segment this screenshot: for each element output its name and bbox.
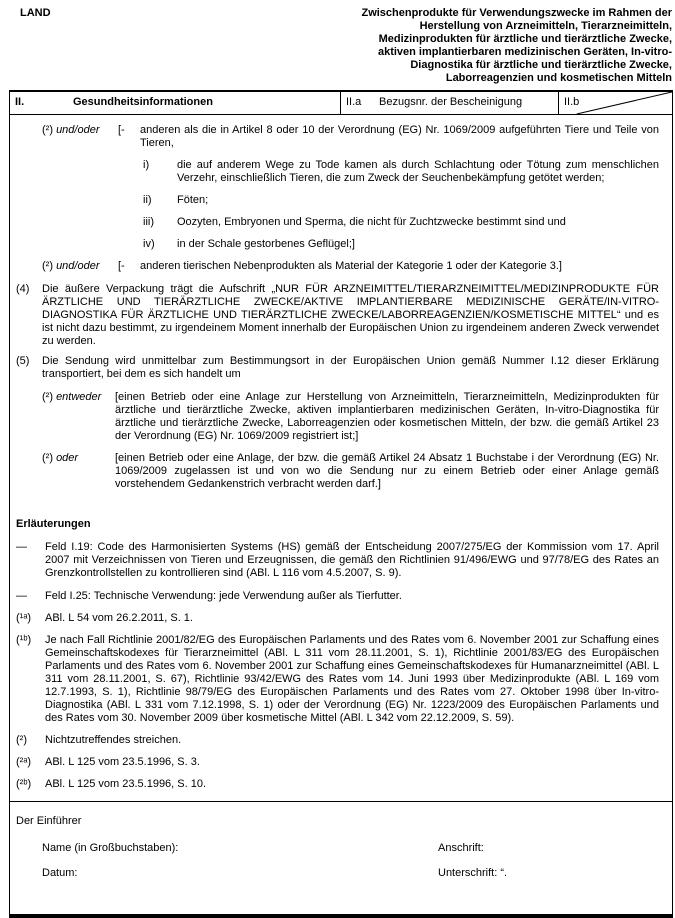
field-iia-cell [340, 92, 558, 114]
dash-marker: — [16, 541, 27, 553]
title-line: Herstellung von Arzneimitteln, Tierarzneimitteln, [419, 20, 672, 32]
footnote-1b [16, 634, 659, 725]
field-iia-label: Bezugsnr. der Bescheinigung [379, 96, 523, 108]
clause-entweder [42, 391, 659, 443]
bracket-dash: [- [118, 124, 125, 136]
paragraph-5 [16, 355, 659, 381]
paragraph-number: (5) [16, 355, 30, 367]
notes-heading: Erläuterungen [16, 518, 91, 530]
name-label: Name (in Großbuchstaben): [42, 842, 179, 854]
footer-divider [10, 801, 672, 802]
paragraph-4 [16, 283, 659, 348]
footnote-text: ABl. L 125 vom 23.5.1996, S. 10. [45, 778, 207, 790]
date-label: Datum: [42, 867, 78, 879]
clause-oder [42, 452, 659, 491]
clause-marker [42, 452, 115, 491]
field-iia-number: II.a [346, 96, 362, 108]
footnote-text: Nichtzutreffendes streichen. [45, 734, 182, 746]
clause-connector: und/oder [56, 124, 100, 136]
clause-connector: und/oder [56, 260, 100, 272]
clause-connector: oder [56, 452, 79, 464]
clause-marker [42, 391, 115, 443]
section-ii-cell [10, 92, 340, 114]
note-text: Feld I.19: Code des Harmonisierten Systems (HS) gemäß der Entscheidung 2007/275/EG der Kommission vom 17. April 2007 mit Verzeichnissen von Tieren und Erzeugnissen, die gemäß den Richtlinien 91/496/EWG und 97/78/EG des Rates an Grenzkontrollstellen zu kontrollieren sind (ABl. L 116 vom 4.5.2007, S. 9). [45, 541, 659, 579]
note-field-i19 [16, 541, 659, 580]
certificate-frame [9, 90, 673, 918]
list-item-text: Föten; [177, 194, 209, 206]
importer-name-row [42, 842, 659, 855]
title-line: Medizinprodukten für ärztliche und tierärztliche Zwecke, [378, 33, 672, 45]
footnote-ref: (²) [42, 260, 53, 272]
footnote-2 [16, 734, 659, 747]
clause-text: [einen Betrieb oder eine Anlage, der bzw. die gemäß Artikel 24 Absatz 1 Buchstabe i der Verordnung (EG) Nr. 1069/2009 zugelassen ist und von wo die Sendung nur zu einem Betrieb oder einer Anlage gemäß vorstehendem Gedankenstrich verbracht werden darf.] [115, 452, 659, 490]
list-numeral: ii) [143, 194, 152, 206]
list-item-iii [143, 216, 659, 229]
importer-date-row [42, 867, 659, 880]
paragraph-number: (4) [16, 283, 30, 295]
clause-marker [42, 124, 118, 150]
address-label: Anschrift: [438, 842, 484, 854]
title-line: Laborreagenzien und kosmetischen Mitteln [445, 72, 672, 84]
clause-text: anderen als die in Artikel 8 oder 10 der Verordnung (EG) Nr. 1069/2009 aufgeführten Tiere und Teile von Tieren, [140, 124, 659, 149]
section-header-row [10, 90, 672, 115]
list-numeral: iv) [143, 238, 155, 250]
list-item-ii [143, 194, 659, 207]
country-label: LAND [20, 7, 51, 19]
importer-heading: Der Einführer [16, 815, 82, 827]
footnote-2a [16, 756, 659, 769]
note-field-i25 [16, 590, 659, 603]
footnote-ref: (²) [42, 124, 53, 136]
signature-label: Unterschrift: “. [438, 867, 508, 879]
paragraph-text: Die äußere Verpackung trägt die Aufschrift „NUR FÜR ARZNEIMITTEL/TIERARZNEIMITTEL/MEDIZINPRODUKTE FÜR ÄRZTLICHE UND TIERÄRZTLICHE ZWECKE/AKTIVE IMPLANTIERBARE MEDIZINISCHE GERÄTE/IN-VITRO-DIAGNOSTIKA FÜR ÄRZTLICHE UND TIERÄRZTLICHE ZWECKE/LABORREAGENZIEN/KOSMETISCHE MITTEL“ und es ist nicht dazu bestimmt, zu irgendeinem Moment innerhalb der Europäischen Union zu irgendeinem anderen Zweck verwendet zu werden. [42, 283, 659, 347]
clause-andor-1 [42, 124, 659, 150]
clause-text: anderen tierischen Nebenprodukten als Material der Kategorie 1 oder der Kategorie 3.] [140, 260, 562, 272]
certificate-body [10, 115, 672, 914]
footnote-marker: (¹ᵇ) [16, 634, 32, 646]
list-item-iv [143, 238, 659, 251]
field-iib-cell [558, 92, 672, 114]
footnote-marker: (²ᵃ) [16, 756, 32, 768]
paragraph-text: Die Sendung wird unmittelbar zum Bestimmungsort in der Europäischen Union gemäß Nummer I.12 dieser Erklärung transportiert, bei dem es sich handelt um [42, 355, 659, 380]
list-numeral: i) [143, 159, 150, 171]
clause-andor-2 [42, 260, 659, 273]
footnote-text: ABl. L 125 vom 23.5.1996, S. 3. [45, 756, 200, 768]
bracket-dash: [- [118, 260, 125, 272]
title-line: Diagnostika für ärztliche und tierärztliche Zwecke, [410, 59, 672, 71]
list-item-text: Oozyten, Embryonen und Sperma, die nicht für Zuchtzwecke bestimmt sind und [177, 216, 566, 228]
list-numeral: iii) [143, 216, 154, 228]
footnote-1a [16, 612, 659, 625]
footnote-marker: (²ᵇ) [16, 778, 32, 790]
list-item-text: die auf anderem Wege zu Tode kamen als durch Schlachtung oder Tötung zum menschlichen Verzehr, einschließlich Tieren, die zum Zweck der Seuchenbekämpfung getötet werden; [177, 159, 659, 184]
document-title [272, 7, 672, 85]
clause-marker [42, 260, 118, 273]
field-iib-number: II.b [564, 96, 580, 108]
title-line: Zwischenprodukte für Verwendungszwecke im Rahmen der [361, 7, 672, 19]
list-item-i [143, 159, 659, 185]
footnote-ref: (²) [42, 391, 53, 403]
dash-marker: — [16, 590, 27, 602]
footnote-text: Je nach Fall Richtlinie 2001/82/EG des Europäischen Parlaments und des Rates vom 6. November 2001 zur Schaffung eines Gemeinschaftskodexes für Tierarzneimittel (ABl. L 311 vom 28.11.2001, S. 1), Richtlinie 2001/83/EG des Europäischen Parlaments und des Rates vom 6. November 2001 zur Schaffung eines Gemeinschaftskodexes für Humanarzneimittel (ABl. L 311 vom 28.11.2001, S. 67), Richtlinie 93/42/EWG des Rates vom 14. Juni 1993 über Medizinprodukte (ABl. L 169 vom 12.7.1993, S. 1), Richtlinie 98/79/EG des Europäischen Parlaments und des Rates vom 27. Oktober 1998 über In-vitro-Diagnostika (ABl. L 331 vom 7.12.1998, S. 1) oder der Verordnung (EG) Nr. 1223/2009 des Europäischen Parlaments und des Rates vom 30. November 2009 über kosmetische Mittel (ABl. L 342 vom 22.12.2009, S. 59). [45, 634, 659, 724]
page-header [0, 0, 675, 90]
footnote-marker: (²) [16, 734, 27, 746]
clause-connector: entweder [56, 391, 102, 403]
footnote-marker: (¹ᵃ) [16, 612, 32, 624]
footer-spacer [16, 880, 659, 914]
note-text: Feld I.25: Technische Verwendung: jede Verwendung außer als Tierfutter. [45, 590, 402, 602]
section-ii-title: Gesundheitsinformationen [73, 96, 213, 108]
section-ii-number: II. [15, 96, 25, 108]
footnote-ref: (²) [42, 452, 53, 464]
footnote-2b [16, 778, 659, 791]
clause-text: [einen Betrieb oder eine Anlage zur Herstellung von Arzneimitteln, Tierarzneimitteln, Medizinprodukten für ärztliche und tierärztliche Zwecke, aktiven implantierbaren medizinischen Geräten, In-vitro-Diagnostika für ärztliche und tierärztliche Zwecke, Laborreagenzien oder kosmetischen Mitteln, der bzw. die gemäß Artikel 23 der Verordnung (EG) Nr. 1069/2009 registriert ist;] [115, 391, 659, 442]
title-line: aktiven implantierbaren medizinischen Geräten, In-vitro- [377, 46, 672, 58]
footnote-text: ABl. L 54 vom 26.2.2011, S. 1. [45, 612, 193, 624]
list-item-text: in der Schale gestorbenes Geflügel;] [177, 238, 355, 250]
